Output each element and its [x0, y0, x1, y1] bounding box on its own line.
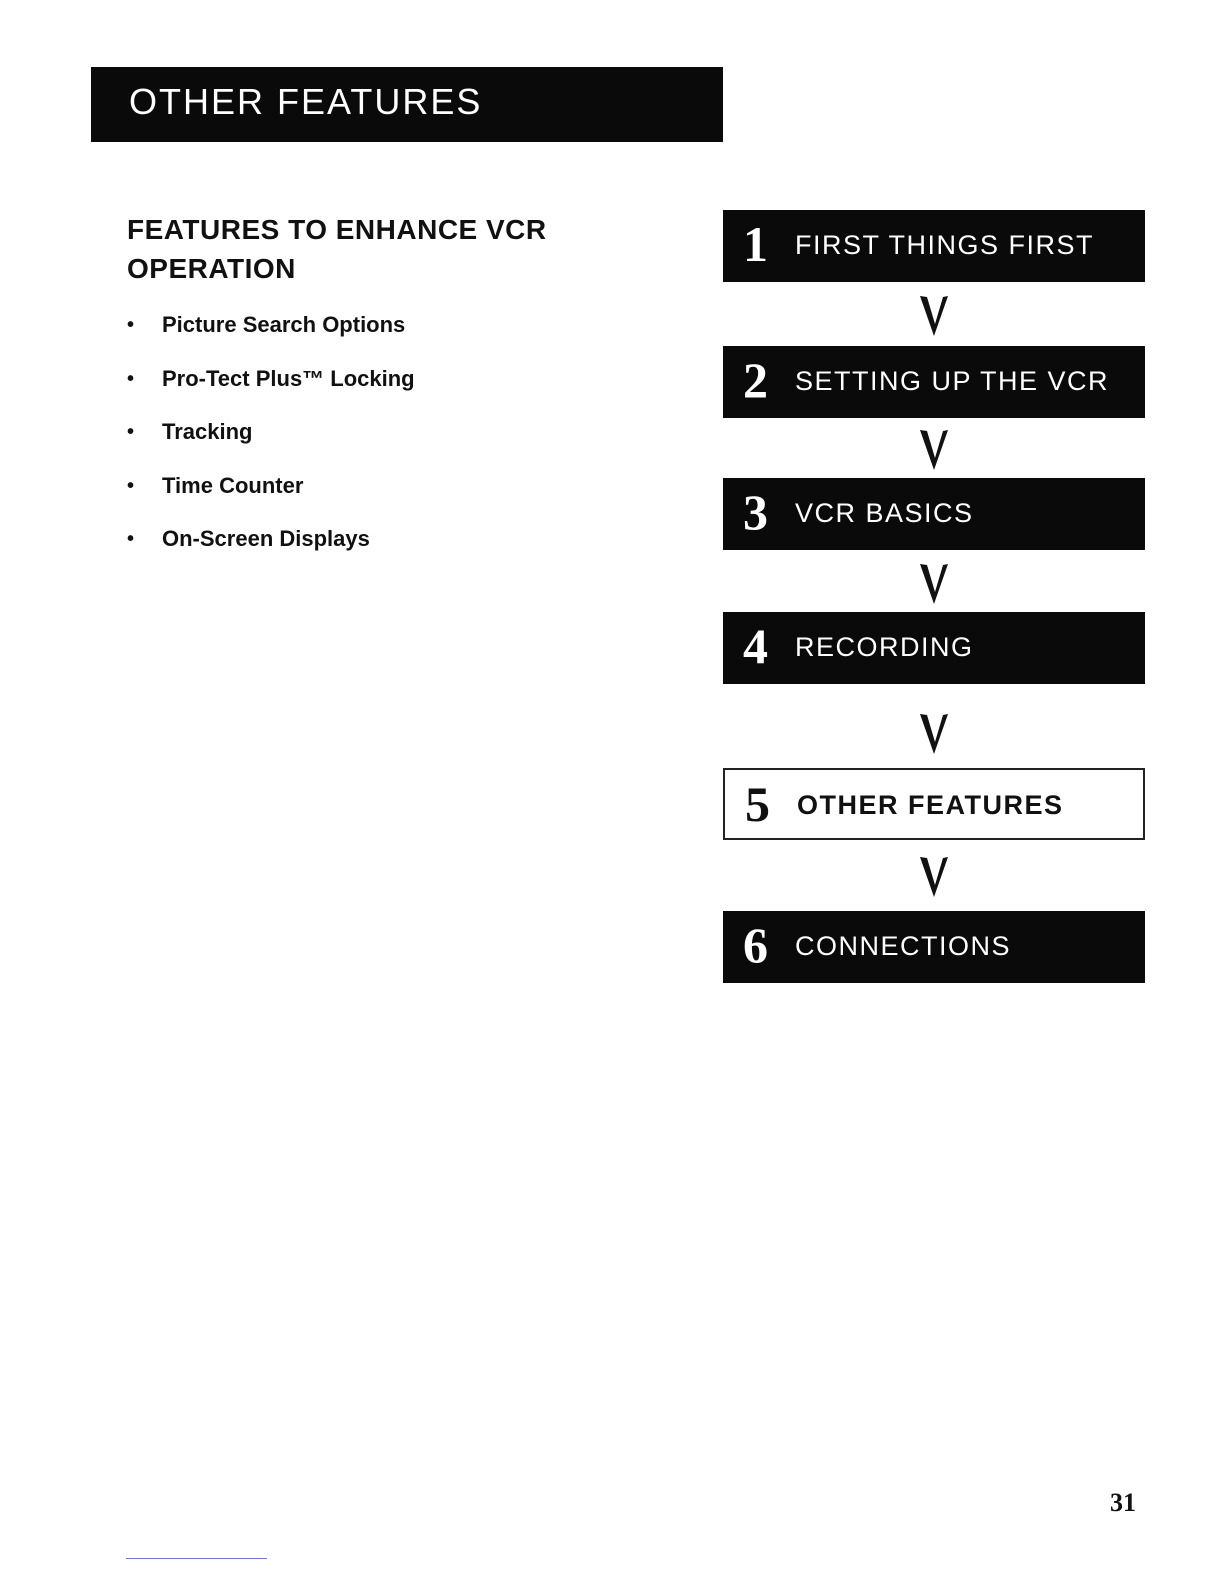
feature-item: • Time Counter — [127, 467, 415, 521]
step-other-features-current — [723, 768, 1145, 840]
bullet-icon: • — [127, 314, 135, 336]
step-label: SETTING UP THE VCR — [795, 366, 1110, 396]
bullet-icon: • — [127, 474, 135, 497]
step-vcr-basics — [723, 478, 1145, 550]
feature-list — [127, 306, 415, 574]
step-number: 3 — [743, 484, 768, 540]
chapter-title: OTHER FEATURES — [129, 81, 483, 122]
down-arrow-icon — [919, 855, 949, 899]
feature-item: • Picture Search Options — [127, 306, 415, 360]
page-number: 31 — [1110, 1488, 1136, 1517]
step-setting-up-the-vcr — [723, 346, 1145, 418]
step-number: 5 — [745, 776, 770, 832]
step-number: 2 — [743, 352, 768, 408]
bullet-icon: • — [127, 528, 135, 550]
step-first-things-first — [723, 210, 1145, 282]
step-recording — [723, 612, 1145, 684]
step-label: OTHER FEATURES — [797, 790, 1064, 820]
step-label: FIRST THINGS FIRST — [795, 230, 1095, 260]
bullet-icon: • — [127, 421, 135, 443]
step-number: 4 — [743, 618, 768, 674]
chapter-header-bar — [91, 67, 723, 142]
bullet-icon: • — [127, 367, 135, 390]
feature-item: • Tracking — [127, 413, 415, 467]
down-arrow-icon — [919, 712, 949, 756]
step-connections — [723, 911, 1145, 983]
step-number: 6 — [743, 917, 768, 973]
feature-item: • Pro-Tect Plus™ Locking — [127, 360, 415, 414]
step-label: CONNECTIONS — [795, 931, 1012, 961]
step-number: 1 — [743, 216, 768, 272]
step-label: VCR BASICS — [795, 498, 974, 528]
footer-rule — [126, 1558, 267, 1559]
down-arrow-icon — [919, 294, 949, 338]
down-arrow-icon — [919, 562, 949, 606]
step-label: RECORDING — [795, 632, 974, 662]
feature-item: • On-Screen Displays — [127, 520, 415, 574]
down-arrow-icon — [919, 428, 949, 472]
section-heading: FEATURES TO ENHANCE VCR OPERATION — [127, 214, 547, 284]
